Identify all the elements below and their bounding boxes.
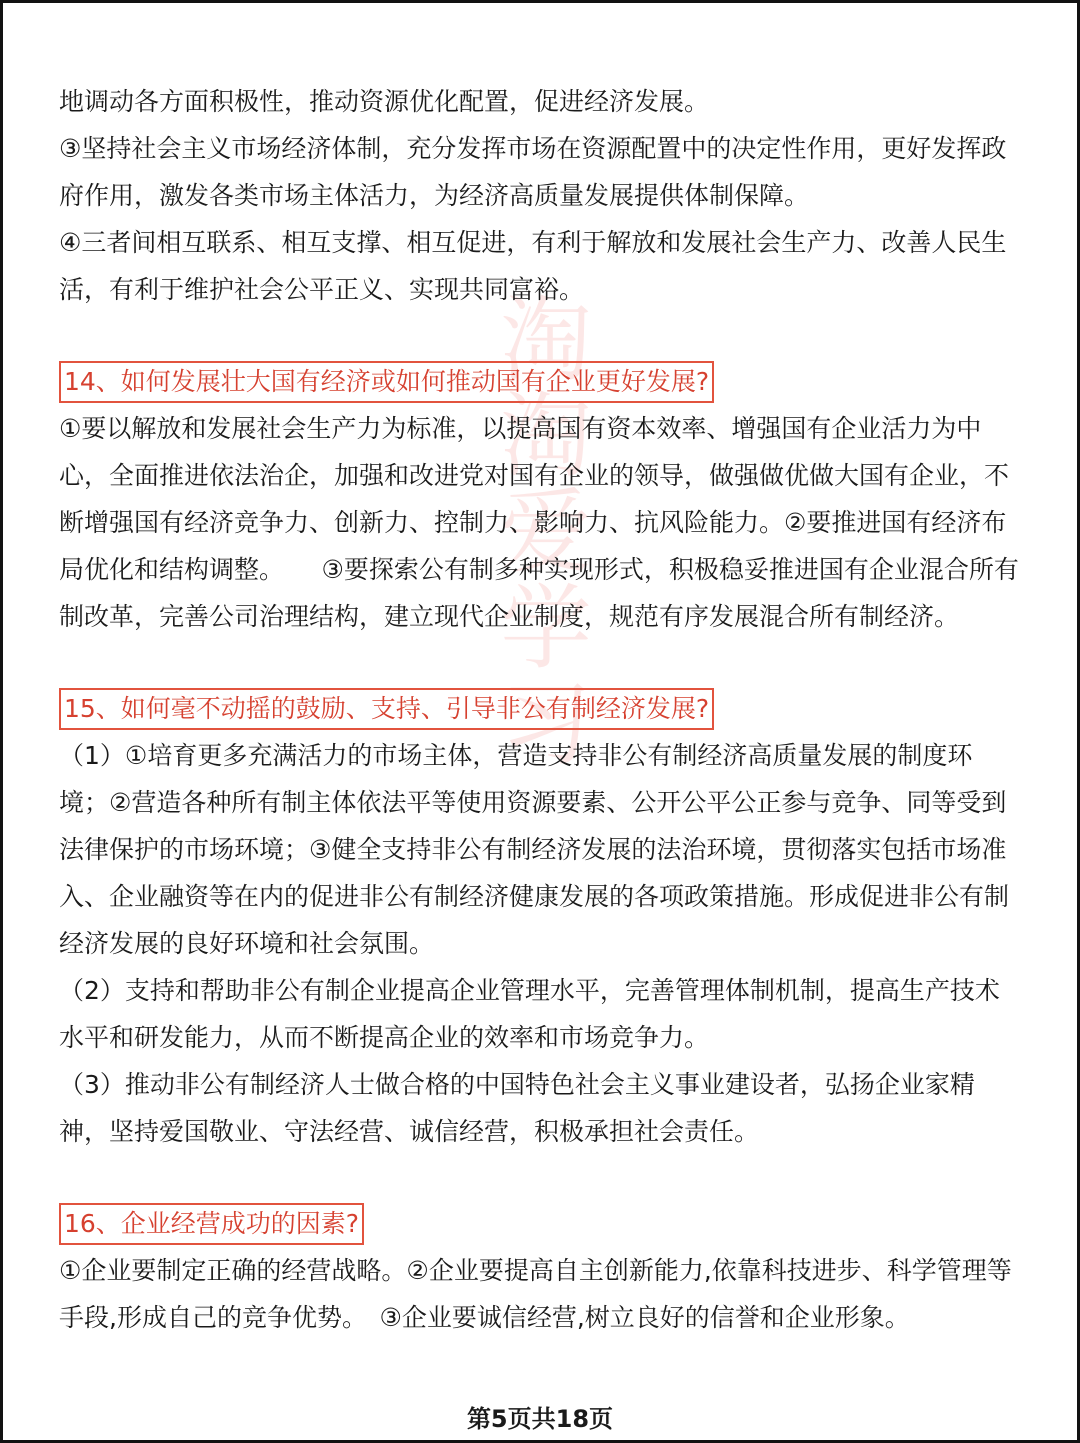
question-15-answer-2: （2）支持和帮助非公有制企业提高企业管理水平，完善管理体制机制，提高生产技术水平和研发能力，从而不断提高企业的效率和市场竞争力。 — [59, 976, 1000, 1052]
question-14-answer: ①要以解放和发展社会生产力为标准，以提高国有资本效率、增强国有企业活力为中心，全面推进依法治企，加强和改进党对国有企业的领导，做强做优做大国有企业，不断增强国有经济竞争力、创新力、控制力、影响力、抗风险能力。②要推进国有经济布局优化和结构调整。 ③要探索公有制多种实现形式，积极稳妥推进国有企业混合所有制改革，完善公司治理结构，建立现代企业制度，规范有序发展混合所有制经济。 — [59, 414, 1019, 631]
question-15-heading: 15、如何毫不动摇的鼓励、支持、引导非公有制经济发展? — [59, 688, 714, 730]
watermark: 淘 淘 爱 学 习 — [499, 287, 592, 778]
question-15-answer-3: （3）推动非公有制经济人士做合格的中国特色社会主义事业建设者，弘扬企业家精神，坚持爱国敬业、守法经营、诚信经营，积极承担社会责任。 — [59, 1070, 975, 1146]
question-16-answer: ①企业要制定正确的经营战略。②企业要提高自主创新能力,依靠科技进步、科学管理等手段,形成自己的竞争优势。 ③企业要诚信经营,树立良好的信誉和企业形象。 — [59, 1256, 1012, 1332]
question-16-heading: 16、企业经营成功的因素? — [59, 1203, 364, 1245]
page-number: 第5页共18页 — [466, 1405, 614, 1433]
intro-paragraph: ④三者间相互联系、相互支撑、相互促进，有利于解放和发展社会生产力、改善人民生活，有利于维护社会公平正义、实现共同富裕。 — [59, 228, 1007, 304]
content — [59, 78, 1021, 1341]
intro-paragraph: ③坚持社会主义市场经济体制，充分发挥市场在资源配置中的决定性作用，更好发挥政府作用，激发各类市场主体活力，为经济高质量发展提供体制保障。 — [59, 134, 1007, 210]
question-15-answer-1: （1）①培育更多充满活力的市场主体，营造支持非公有制经济高质量发展的制度环境；②营造各种所有制主体依法平等使用资源要素、公开公平公正参与竞争、同等受到法律保护的市场环境；③健全支持非公有制经济发展的法治环境，贯彻落实包括市场准入、企业融资等在内的促进非公有制经济健康发展的各项政策措施。形成促进非公有制经济发展的良好环境和社会氛围。 — [59, 741, 1010, 958]
intro-paragraph: 地调动各方面积极性，推动资源优化配置，促进经济发展。 — [59, 87, 710, 116]
question-14-heading: 14、如何发展壮大国有经济或如何推动国有企业更好发展? — [59, 361, 714, 403]
